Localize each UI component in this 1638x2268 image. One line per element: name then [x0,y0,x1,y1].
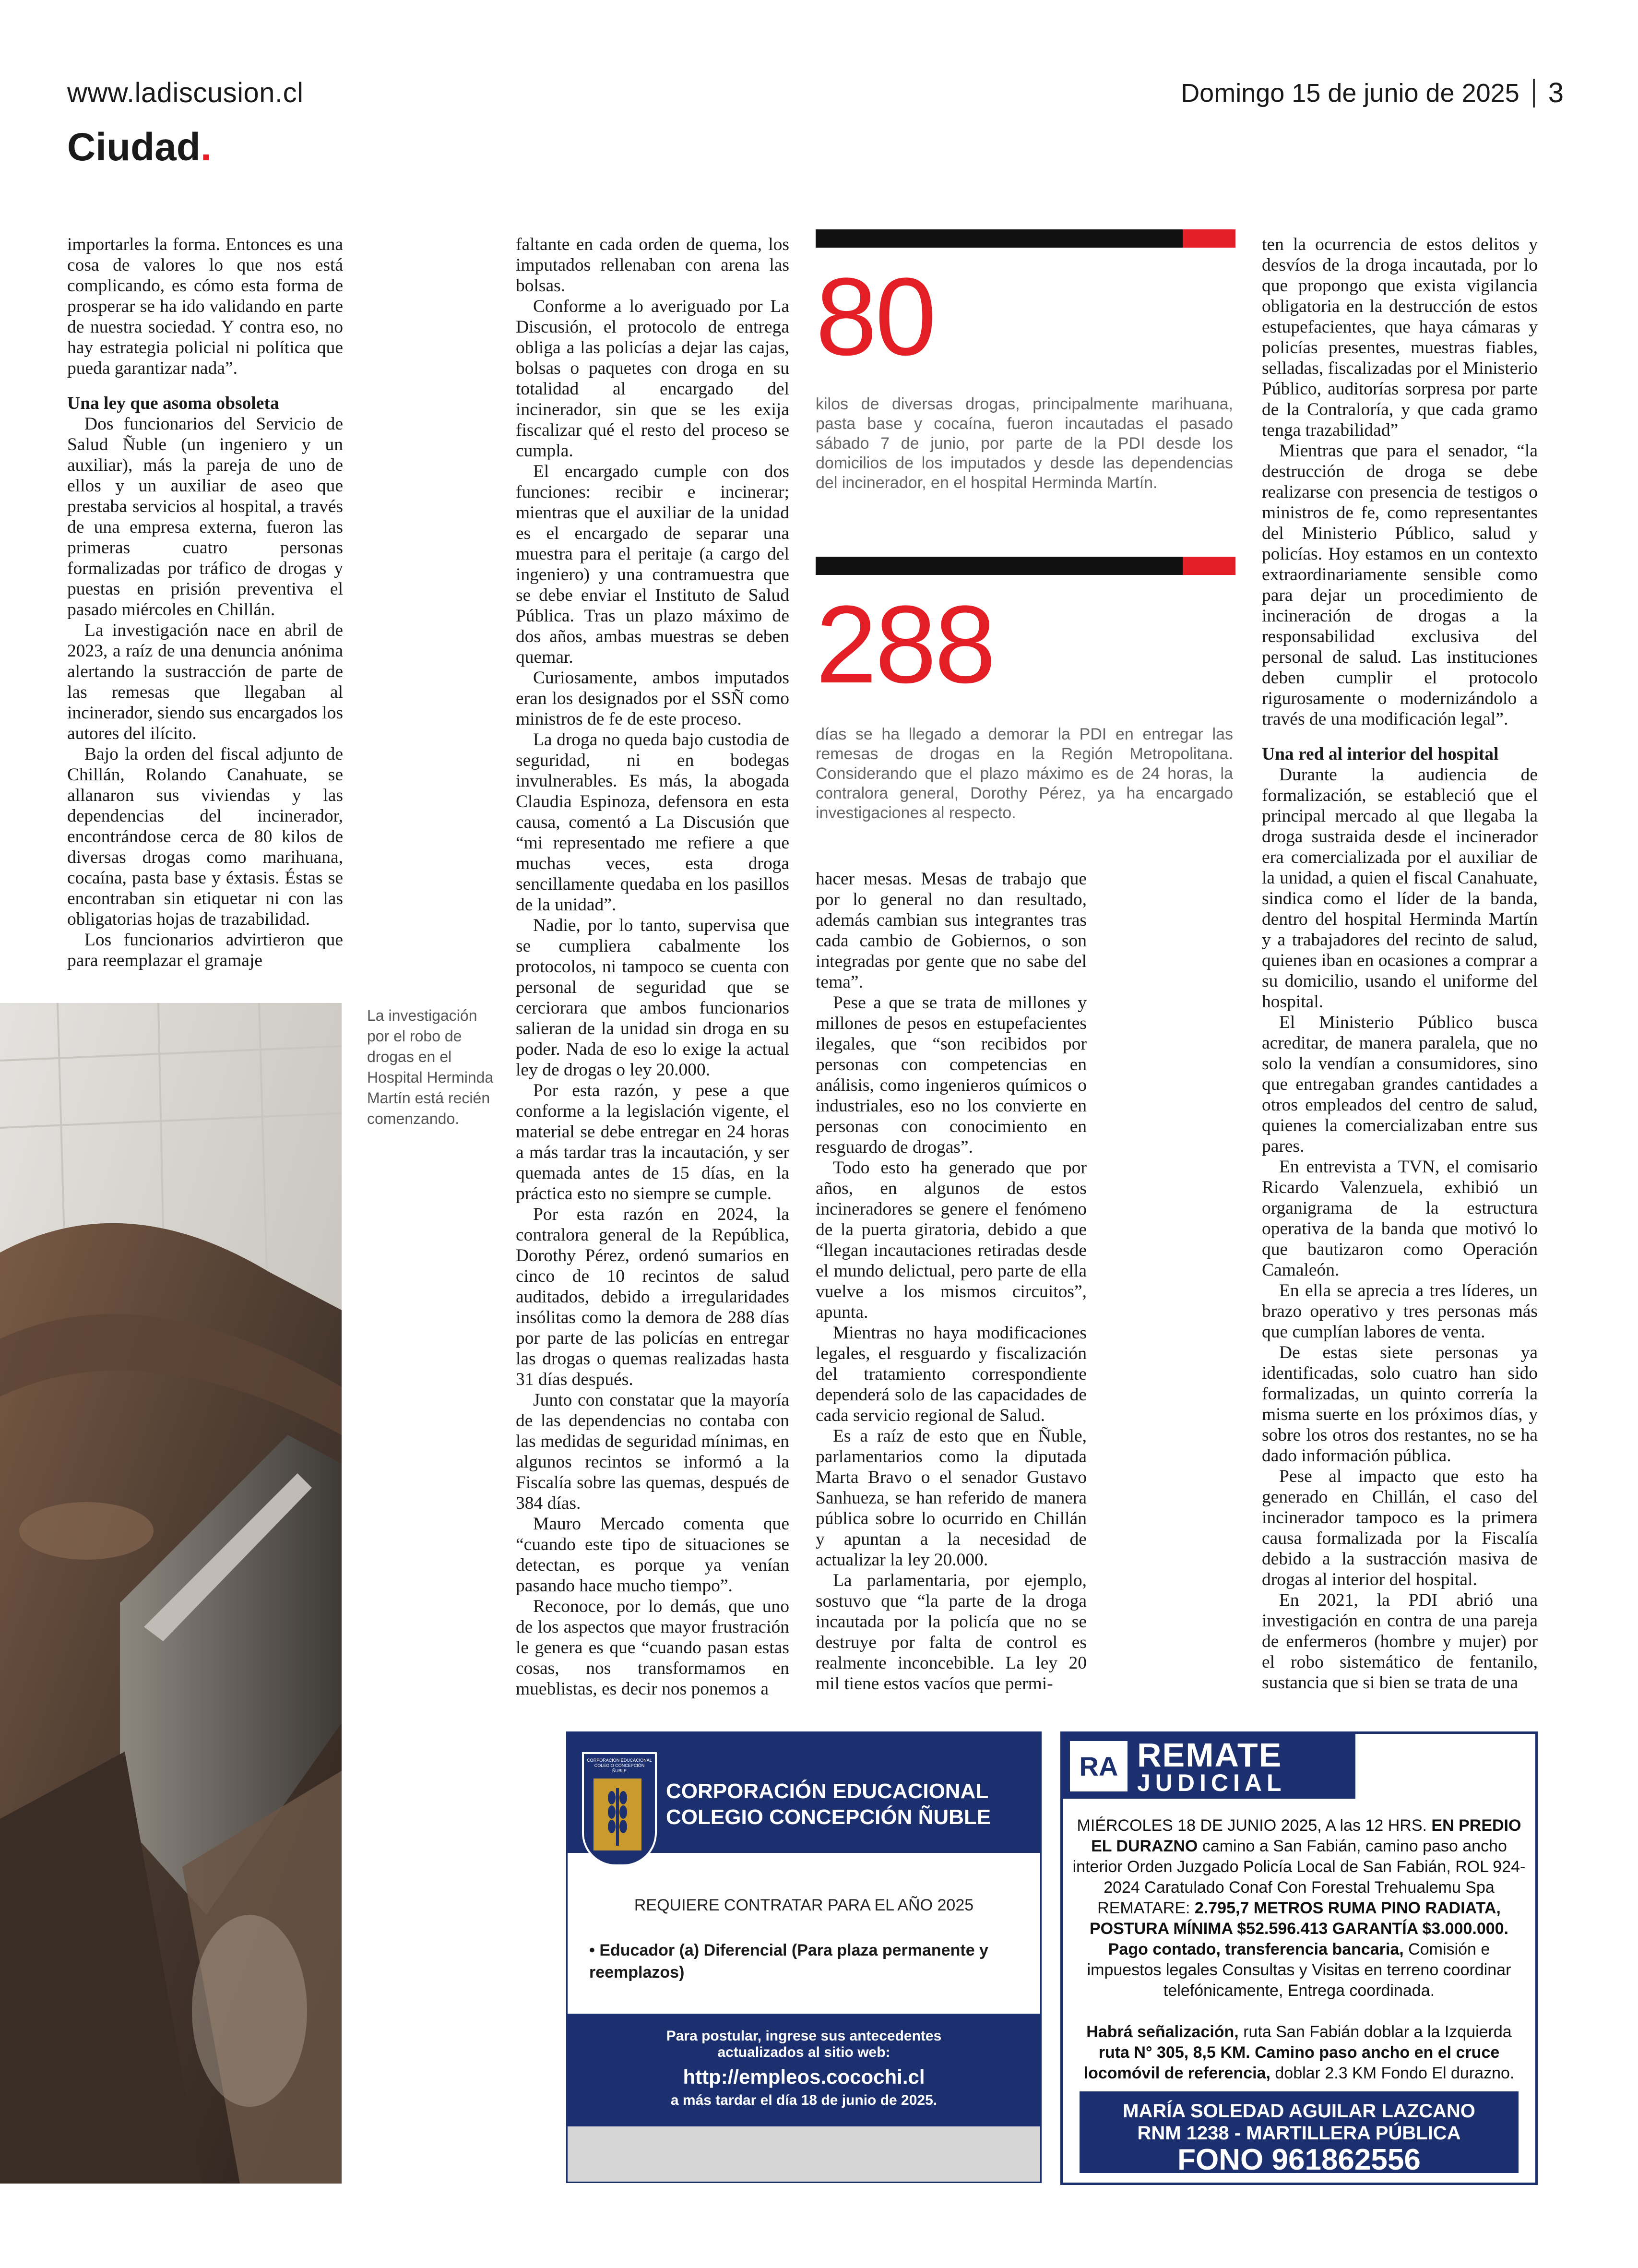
paragraph: La droga no queda bajo custodia de seguridad, ni en bodegas invulnerables. Es más, la abogada Claudia Espinoza, defensora en esta causa, comentó a La Discusión que “mi representado me refiere a que muchas veces, esta droga sencillamente quedaba en los pasillos de la unidad”. [516,730,789,915]
remate-header [1063,1734,1355,1799]
crest-text: CORPORACIÓN EDUCACIONAL COLEGIO CONCEPCIÓN ÑUBLE [587,1758,652,1773]
stat-number-80: 80 [816,255,935,378]
stat-number-288: 288 [816,583,994,706]
paragraph: El Ministerio Público busca acreditar, de manera paralela, que no solo la vendían a consumidores, sino que entregaban grandes cantidades a otros empleados del centro de salud, quienes la comercializaban entre sus pares. [1262,1013,1538,1156]
paragraph: Los funcionarios advirtieron que para reemplazar el gramaje [67,930,343,970]
auctioneer-name: MARÍA SOLEDAD AGUILAR LAZCANO [1123,2101,1475,2122]
paragraph: En 2021, la PDI abrió una investigación en contra de una pareja de enfermeros (hombre y mujer) por el robo sistemático de fentanilo, sustancia que si bien se trata de una [1262,1590,1538,1693]
divider [1533,79,1535,107]
article-column-3 [816,869,1087,1694]
ad-colegio [566,1731,1042,2183]
ad-title-line-2: COLEGIO CONCEPCIÓN ÑUBLE [666,1805,991,1829]
stat-bar-2 [816,557,1235,575]
paragraph: Reconoce, por lo demás, que uno de los aspectos que mayor frustración le genera es que “cuando pasan estas cosas, nos transformamos en mueblistas, es decir nos ponemos a [516,1597,789,1699]
photo-caption: La investigación por el robo de drogas en el Hospital Herminda Martín está recién comenzando. [367,1007,494,1127]
site-url[interactable]: www.ladiscusion.cl [67,77,304,108]
paragraph: Mauro Mercado comenta que “cuando este tipo de situaciones se detectan, es porque ya venían pasando hace mucho tiempo”. [516,1514,789,1596]
paragraph: Nadie, por lo tanto, supervisa que se cumpliera cabalmente los protocolos, ni tampoco se cuenta con personal de seguridad que se cerciorara que ambos funcionarios salieran de la unidad sin droga en su poder. Nada de eso lo exige la actual ley de drogas o ley 20.000. [516,916,789,1080]
apply-url[interactable]: http://empleos.cocochi.cl [683,2065,925,2088]
apply-text-1: Para postular, ingrese sus antecedentes [666,2028,942,2044]
paragraph: La investigación nace en abril de 2023, a raíz de una denuncia anónima alertando la sustracción de parte de las remesas que llegaban al incinerador, siendo sus encargados los autores del ilícito. [67,621,343,743]
remate-conditions: Comisión e impuestos legales Consultas y Visitas en terreno coordinar telefónicamente, Entrega coordinada. [1087,1940,1511,2000]
remate-date: MIÉRCOLES 18 DE JUNIO 2025, A las 12 HRS. [1077,1816,1427,1835]
paragraph: Bajo la orden del fiscal adjunto de Chillán, Rolando Canahuate, se allanaron sus viviendas y las dependencias del incinerador, encontrándose cerca de 80 kilos de diversas drogas como marihuana, cocaína, pasta base y éxtasis. Éstas se encontraban sin etiquetar ni con las obligatorias hojas de trazabilidad. [67,744,343,929]
auctioneer-phone[interactable]: FONO 961862556 [1177,2143,1421,2176]
stat-text-288: días se ha llegado a demorar la PDI en entregar las remesas de drogas en la Región Metropolitana. Considerando que el plazo máximo es de 24 horas, la contralora general, Dorothy Pérez, ya ha encargado investigaciones al respecto. [816,725,1233,822]
apply-deadline: a más tardar el día 18 de junio de 2025. [670,2092,938,2108]
remate-subtitle: JUDICIAL [1137,1769,1286,1796]
remate-place: EN PREDIO EL DURAZNO [1091,1816,1521,1855]
ad-remate [1060,1731,1538,2185]
paragraph: En ella se aprecia a tres líderes, un brazo operativo y tres personas más que cumplían labores de venta. [1262,1281,1538,1342]
remate-payment: Pago contado, transferencia bancaria, [1108,1940,1404,1958]
school-crest-icon [582,1752,657,1866]
ad-gray-strip [568,2126,1040,2182]
ad-title-line-1: CORPORACIÓN EDUCACIONAL [666,1779,989,1803]
paragraph: Mientras no haya modificaciones legales, el resguardo y fiscalización del tratamiento correspondiente dependerá solo de las capacidades de cada servicio regional de Salud. [816,1323,1087,1425]
subheading: Una red al interior del hospital [1262,744,1499,764]
paragraph: Conforme a lo averiguado por La Discusión, el protocolo de entrega obliga a las policías a dejar las cajas, bolsas o paquetes con droga en su totalidad al encargado del incinerador, sin que se les exija fiscalizar qué el resto del proceso se cumpla. [516,297,789,461]
wheat-icon [584,1774,651,1855]
page-number: 3 [1548,77,1564,108]
paragraph: Por esta razón en 2024, la contralora general de la República, Dorothy Pérez, ordenó sumarios en cinco de 10 recintos de salud auditados, debido a irregularidades insólitas como la demora de 288 días por parte de las policías en entregar las drogas o quemas realizadas hasta 31 días después. [516,1205,789,1389]
remate-logo-icon: RA [1070,1741,1128,1791]
remate-item: 2.795,7 METROS RUMA PINO RADIATA, POSTURA MÍNIMA $52.596.413 GARANTÍA $3.000.000. [1090,1899,1508,1938]
paragraph: Es a raíz de esto que en Ñuble, parlamentarios como la diputada Marta Bravo o el senador Gustavo Sanhueza, se han referido de manera pública sobre lo ocurrido en Chillán y apuntan a la necesidad de actualizar la ley 20.000. [816,1426,1087,1570]
paragraph: Curiosamente, ambos imputados eran los designados por el SSÑ como ministros de fe de este proceso. [516,668,789,729]
stat-bar-accent [1183,557,1235,575]
paragraph: importarles la forma. Entonces es una cosa de valores lo que nos está complicando, es cómo esta forma de prosperar se ha ido validando en parte de nuestra sociedad. Y contra eso, no hay estrategia policial ni política que pueda garantizar nada”. [67,235,343,378]
paragraph: Junto con constatar que la mayoría de las dependencias no contaba con las medidas de seguridad mínimas, en algunos recintos se informó a la Fiscalía sobre las quemas, después de 384 días. [516,1390,789,1513]
article-column-1 [67,234,343,971]
auctioneer-registry: RNM 1238 - MARTILLERA PÚBLICA [1137,2123,1461,2144]
ad-title [666,1779,991,1830]
paragraph: La parlamentaria, por ejemplo, sostuvo que “la parte de la droga incautada por la policía que no se destruye por falta de control es realmente inconcebible. La ley 20 mil tiene estos vacíos que permi- [816,1571,1087,1694]
photo-illustration [0,1003,342,2184]
remate-contact [1080,2091,1519,2176]
ad-apply-box [568,2014,1040,2126]
paragraph: faltante en cada orden de quema, los imputados rellenaban con arena las bolsas. [516,235,789,296]
paragraph: Mientras que para el senador, “la destrucción de droga se debe realizarse con presencia de testigos o ministros de fe, como representantes del Ministerio Público, salud y policías. Hoy estamos en un contexto extraordinariamente sensible como para dejar un procedimiento de incineración de drogas a la responsabilidad exclusiva del personal de salud. Las instituciones deben cumplir el protocolo rigurosamente o modernizándolo a través de una modificación legal”. [1262,441,1538,729]
paragraph: En entrevista a TVN, el comisario Ricardo Valenzuela, exhibió un organigrama de la estructura operativa de la banda que motivó lo que bautizaron como Operación Camaleón. [1262,1157,1538,1280]
stat-text-80: kilos de diversas drogas, principalmente marihuana, pasta base y cocaína, fueron incautadas el pasado sábado 7 de junio, por parte de la PDI desde los domicilios de los imputados y desde las dependencias del incinerador, en el hospital Herminda Martín. [816,395,1233,492]
remate-details [1070,1815,1528,2084]
paragraph: Dos funcionarios del Servicio de Salud Ñuble (un ingeniero y un auxiliar), más la pareja de uno de ellos y un auxiliar de aseo que prestaba servicios al hospital, a través de una empresa externa, fueron las primeras cuatro personas formalizadas por tráfico de drogas y puestas en prisión preventiva el pasado miércoles en Chillán. [67,414,343,620]
paragraph: Durante la audiencia de formalización, se estableció que el principal mercado al que llegaba la droga sustraida desde el incinerador era comercializada por el auxiliar de la unidad, a quien el fiscal Canahuate, sindica como el líder de la banda, dentro del hospital Herminda Martín y a trabajadores del recinto de salud, quienes iban en ocasiones a comprar a su domicilio, usando el uniforme del hospital. [1262,765,1538,1012]
issue-date: Domingo 15 de junio de 2025 [1181,78,1519,107]
paragraph: Pese al impacto que esto ha generado en Chillán, el caso del incinerador tampoco es la primera causa formalizada por la Fiscalía debido a la sustracción masiva de drogas al interior del hospital. [1262,1467,1538,1589]
remate-location: camino a San Fabián, camino paso ancho interior Orden Juzgado Policía Local de San Fabián, ROL 924-2024 Caratulado Conaf Con Forestal Trehualemu Spa REMATARE: [1072,1837,1526,1917]
section-name: Ciudad [67,125,201,169]
remate-signage: Habrá señalización, [1086,2023,1239,2041]
remate-title: REMATE [1137,1736,1282,1774]
remate-route-end: doblar 2.3 KM Fondo El durazno. [1275,2064,1515,2082]
subheading: Una ley que asoma obsoleta [67,394,279,413]
section-dot: . [200,125,212,169]
paragraph: ten la ocurrencia de estos delitos y desvíos de la droga incautada, por lo que propongo que exista vigilancia obligatoria en la destrucción de estos estupefacientes, que haya cámaras y policías presentes, muestras fiables, selladas, fiscalizadas por el Ministerio Público, auditorías sorpresa por parte de la Contraloría, y que cada gramo tenga trazabilidad” [1262,235,1538,440]
paragraph: Por esta razón, y pese a que conforme a la legislación vigente, el material se debe entregar en 24 horas a más tardar tras la incautación, y ser quemada antes de 15 días, en la práctica esto no siempre se cumple. [516,1081,789,1204]
ad-requirement: REQUIERE CONTRATAR PARA EL AÑO 2025 [634,1896,974,1914]
paragraph: El encargado cumple con dos funciones: recibir e incinerar; mientras que el auxiliar de la unidad es el encargado de separar una muestra para el peritaje (a cargo del ingeniero) y una contramuestra que se debe enviar el Instituto de Salud Pública. Tras un plazo máximo de dos años, ambas muestras se deben quemar. [516,462,789,667]
remate-route: ruta San Fabián doblar a la Izquierda [1243,2023,1512,2041]
date-line [1181,77,1564,109]
paragraph: Todo esto ha generado que por años, en algunos de estos incineradores se genere el fenómeno de la puerta giratoria, debido a que “llegan incautaciones retiradas desde el mundo delictual, pero parte de ella vuelve a los mismos circuitos”, apunta. [816,1158,1087,1322]
paragraph: Pese a que se trata de millones y millones de pesos en estupefacientes ilegales, que “son recibidos por personas con competencias en análisis, como ingenieros químicos o industriales, eso no los convierte en personas con conocimiento en resguardo de drogas”. [816,993,1087,1157]
stat-bar-accent [1183,229,1235,248]
remate-route-detail: ruta N° 305, 8,5 KM. Camino paso ancho en el cruce locomóvil de referencia, [1083,2043,1500,2082]
ad-position: • Educador (a) Diferencial (Para plaza permanente y reemplazos) [589,1941,988,1982]
section-title [67,125,212,170]
apply-text-2: actualizados al sitio web: [717,2044,890,2060]
paragraph: De estas siete personas ya identificadas, solo cuatro han sido formalizadas, un quinto correría la misma suerte en los próximos días, y sobre los otros dos restantes, no se ha dado información pública. [1262,1343,1538,1466]
incinerator-photo [0,1003,342,2184]
stat-bar-1 [816,229,1235,248]
paragraph: hacer mesas. Mesas de trabajo que por lo general no dan resultado, además cambian sus integrantes tras cada cambio de Gobiernos, o son integradas por gente que no sabe del tema”. [816,869,1087,992]
article-column-2 [516,234,789,1699]
article-column-4 [1262,234,1538,1693]
